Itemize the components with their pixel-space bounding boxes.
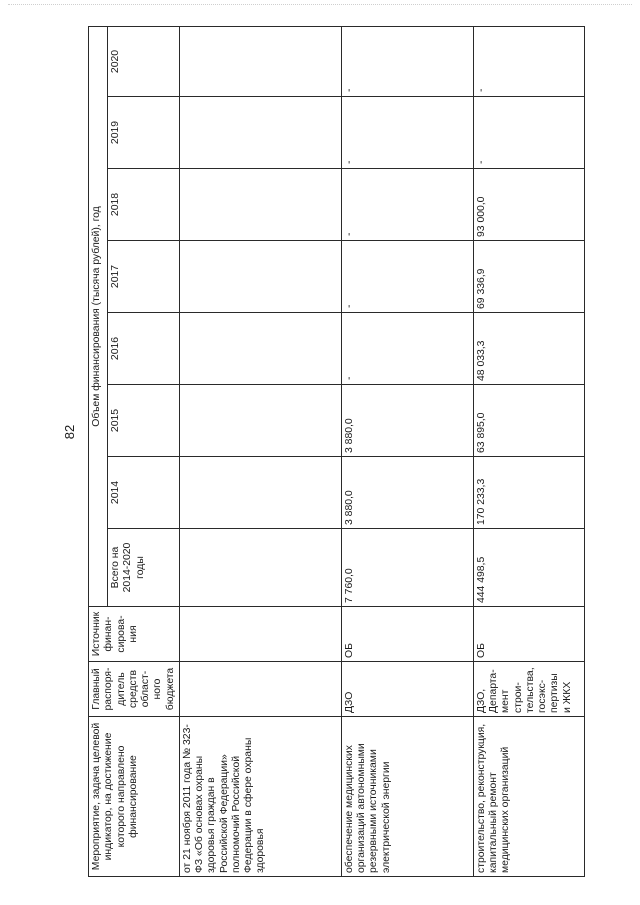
header-source: Источник финан-сирова-ния — [89, 607, 180, 662]
financing-table-rotated — [88, 35, 573, 877]
cell-value — [179, 169, 341, 241]
cell-value: 63 895,0 — [473, 385, 584, 457]
cell-manager: ДЗО — [341, 662, 473, 717]
cell-value — [179, 313, 341, 385]
cell-measure: обеспечение медицинских организаций автономными резервными источниками электрической энергии — [341, 717, 473, 877]
cell-value — [179, 457, 341, 529]
page-number: 82 — [62, 424, 77, 440]
header-measure: Мероприятие, задача целевой индикатор, на достижение которого направлено финансирование — [89, 717, 180, 877]
cell-value — [179, 97, 341, 169]
cell-value: - — [473, 27, 584, 97]
header-year: 2020 — [108, 27, 180, 97]
cell-value: 48 033,3 — [473, 313, 584, 385]
cell-total — [179, 529, 341, 607]
header-year: 2018 — [108, 169, 180, 241]
header-year: 2016 — [108, 313, 180, 385]
cell-value: - — [341, 169, 473, 241]
cell-value: - — [341, 241, 473, 313]
header-year: 2015 — [108, 385, 180, 457]
cell-manager — [179, 662, 341, 717]
cell-manager: ДЗО, Департа-мент строи-тельства, госэкс-пертизы и ЖКХ — [473, 662, 584, 717]
header-manager: Главный распоря-дитель средств област-ного бюджета — [89, 662, 180, 717]
cell-value: 3 880,0 — [341, 457, 473, 529]
cell-source: ОБ — [473, 607, 584, 662]
cell-total: 7 760,0 — [341, 529, 473, 607]
cell-value — [179, 241, 341, 313]
cell-value: - — [341, 313, 473, 385]
cell-total: 444 498,5 — [473, 529, 584, 607]
cell-value: - — [341, 97, 473, 169]
cell-measure: строительство, реконструкция, капитальный ремонт медицинских организаций — [473, 717, 584, 877]
cell-value: - — [473, 97, 584, 169]
cell-source — [179, 607, 341, 662]
scan-top-edge — [8, 4, 632, 5]
cell-source: ОБ — [341, 607, 473, 662]
cell-value: 3 880,0 — [341, 385, 473, 457]
cell-value: 69 336,9 — [473, 241, 584, 313]
cell-value: 170 233,3 — [473, 457, 584, 529]
header-volume-group: Объем финансирования (тысяча рублей), год — [89, 27, 108, 607]
cell-value: - — [341, 27, 473, 97]
header-year: 2019 — [108, 97, 180, 169]
header-year: 2014 — [108, 457, 180, 529]
financing-table — [88, 26, 585, 877]
table-row — [179, 27, 341, 877]
cell-measure: от 21 ноября 2011 года № 323-ФЗ «Об основах охраны здоровья граждан в Российской Федерации» полномочий Российской Федерации в сфере охраны здоровья — [179, 717, 341, 877]
cell-value — [179, 27, 341, 97]
table-row — [341, 27, 473, 877]
cell-value — [179, 385, 341, 457]
header-total: Всего на 2014-2020 годы — [108, 529, 180, 607]
header-row-group — [89, 27, 108, 877]
cell-value: 93 000,0 — [473, 169, 584, 241]
table-row — [473, 27, 584, 877]
header-year: 2017 — [108, 241, 180, 313]
